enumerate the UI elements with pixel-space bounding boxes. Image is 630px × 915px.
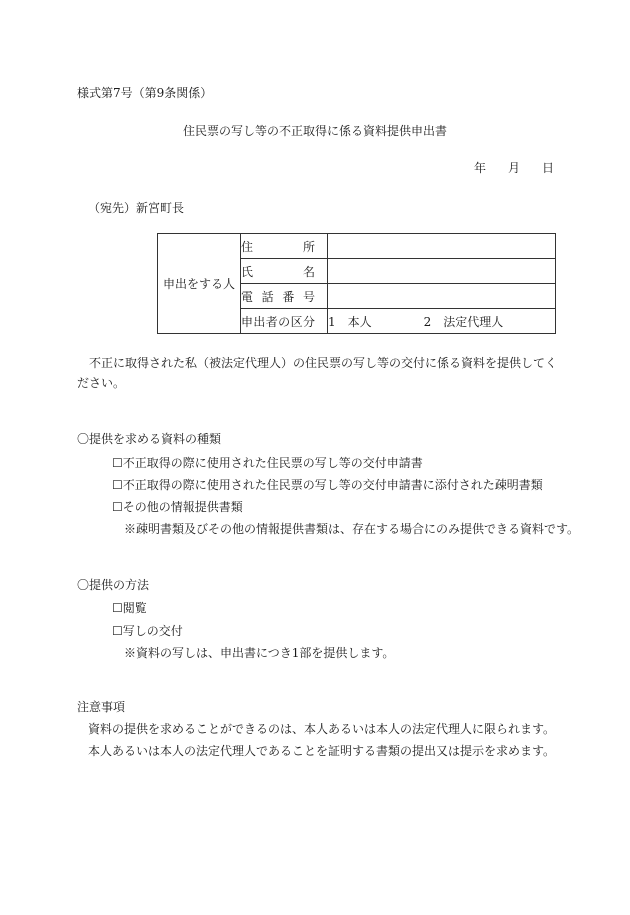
category-field[interactable] (328, 309, 556, 334)
notes-line-2: 本人あるいは本人の法定代理人であることを証明する書類の提出又は提示を求めます。 (88, 744, 556, 758)
form-number: 様式第7号（第9条関係） (77, 86, 213, 100)
materials-item-other-info[interactable]: ☐その他の情報提供書類 (112, 500, 243, 514)
materials-note: ※疎明書類及びその他の情報提供書類は、存在する場合にのみ提供できる資料です。 (124, 522, 580, 536)
name-label (241, 259, 328, 284)
materials-heading: 〇提供を求める資料の種類 (77, 432, 222, 446)
materials-item-supporting-docs[interactable]: ☐不正取得の際に使用された住民票の写し等の交付申請書に添付された疎明書類 (112, 478, 543, 492)
row-label-text: 電 話 番 号 (241, 289, 315, 304)
address-field[interactable] (328, 234, 556, 259)
category-option-self[interactable]: 1 本人 (328, 314, 372, 329)
phone-label (241, 284, 328, 309)
notes-heading: 注意事項 (77, 700, 126, 714)
date-day: 日 (542, 161, 555, 175)
date-month: 月 (508, 161, 521, 175)
category-label (241, 309, 328, 334)
table-row (158, 234, 556, 259)
date-year: 年 (474, 161, 487, 175)
applicant-group-label: 申出をする人 (158, 234, 241, 334)
method-heading: 〇提供の方法 (77, 578, 150, 592)
category-option-legal-rep[interactable]: 2 法定代理人 (423, 314, 504, 329)
row-label-text: 住 所 (241, 239, 315, 254)
row-label-text: 氏 名 (241, 264, 315, 279)
method-item-copy[interactable]: ☐写しの交付 (112, 624, 183, 638)
row-label-text: 申 出 者 の 区 分 (241, 314, 315, 329)
date-line (474, 161, 554, 175)
name-field[interactable] (328, 259, 556, 284)
phone-field[interactable] (328, 284, 556, 309)
document-title: 住民票の写し等の不正取得に係る資料提供申出書 (182, 124, 447, 138)
address-label (241, 234, 328, 259)
statement: 不正に取得された私（被法定代理人）の住民票の写し等の交付に係る資料を提供してください。 (77, 356, 558, 390)
addressee: （宛先）新宮町長 (88, 201, 185, 215)
applicant-table (157, 233, 556, 334)
method-item-viewing[interactable]: ☐閲覧 (112, 601, 147, 615)
notes-line-1: 資料の提供を求めることができるのは、本人あるいは本人の法定代理人に限られます。 (88, 722, 556, 736)
method-note: ※資料の写しは、申出書につき1部を提供します。 (124, 646, 395, 660)
materials-item-application[interactable]: ☐不正取得の際に使用された住民票の写し等の交付申請書 (112, 456, 423, 470)
